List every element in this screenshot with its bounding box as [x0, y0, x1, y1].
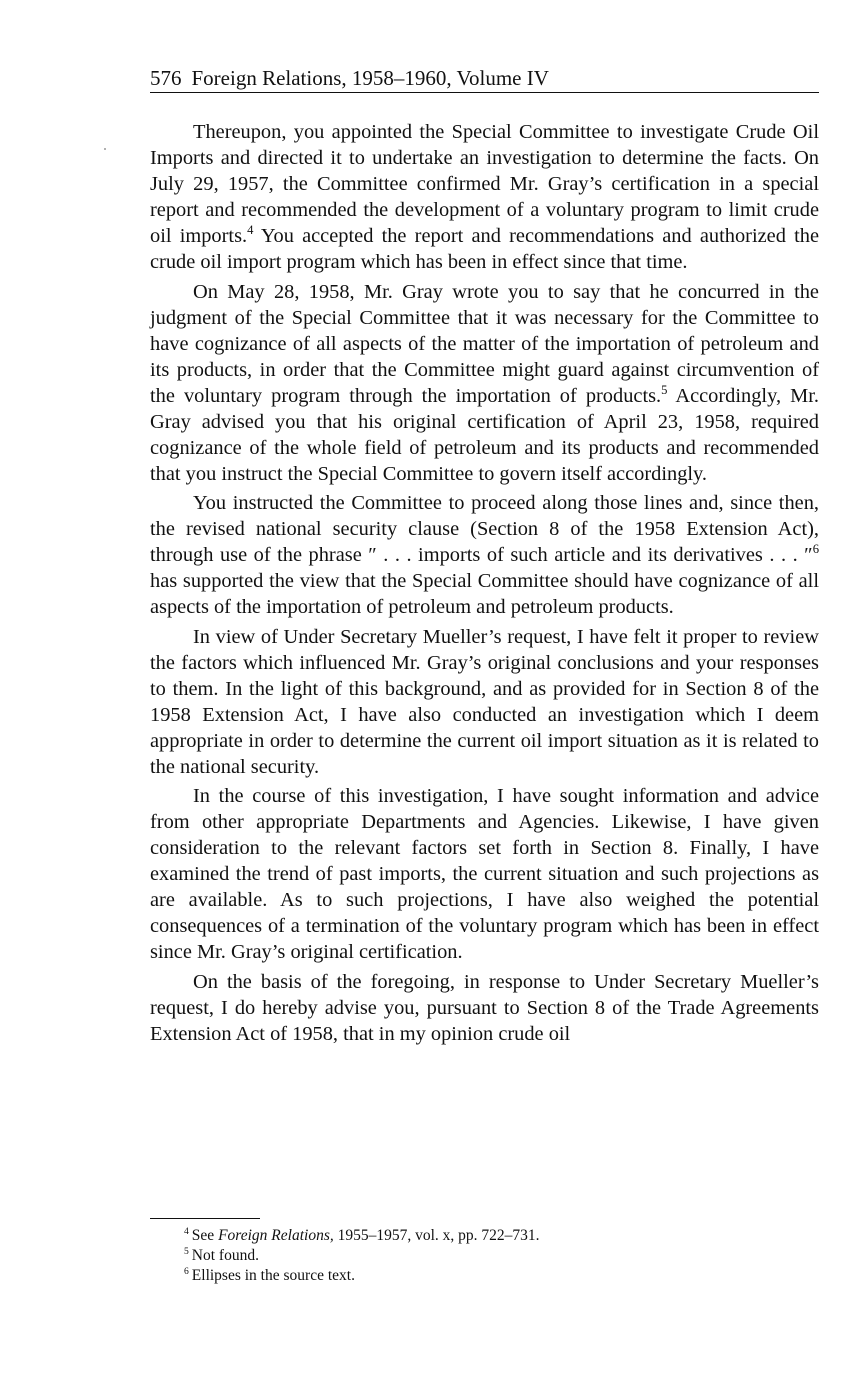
- footnote-ref-5[interactable]: 5: [661, 382, 668, 397]
- paragraph-6: On the basis of the foregoing, in response to Under Secretary Mueller’s request, I do hereby advise you, pursuant to Section 8 of the Trade Agreements Extension Act of 1958, that in my opinion crude oil: [150, 970, 819, 1045]
- footnote-divider: [150, 1218, 260, 1219]
- footnote-4: $^4$ See Foreign Relations, 1955–1957, vol. x, pp. 722–731.: [184, 1225, 540, 1244]
- footnote-6: $^6$ Ellipses in the source text.: [184, 1265, 355, 1284]
- paragraph-2: On May 28, 1958, Mr. Gray wrote you to say that he concurred in the judgment of the Special Committee that it was necessary for the Committee to have cognizance of all aspects of the matter of the importation of petroleum and its products, in order that the Committee might guard against circumvention of the voluntary program through the importation of products.$^5$ Accordingly, Mr. Gray advised you that his original certification of April 23, 1958, required cognizance of the whole field of petroleum and its products and recommended that you instruct the Special Committee to govern itself accordingly.: [150, 280, 819, 485]
- paragraph-1: Thereupon, you appointed the Special Committee to investigate Crude Oil Imports and directed it to undertake an investigation to determine the facts. On July 29, 1957, the Committee confirmed Mr. Gray’s certification in a special report and recommended the development of a voluntary program to limit crude oil imports.$^4$ You accepted the report and recommendations and authorized the crude oil import program which has been in effect since that time.: [150, 121, 819, 273]
- publication-title: Foreign Relations,: [218, 1227, 334, 1244]
- body-text: [150, 119, 819, 1050]
- paragraph-4: In view of Under Secretary Mueller’s request, I have felt it proper to review the factors which influenced Mr. Gray’s original conclusions and your responses to them. In the light of this background, and as provided for in Section 8 of the 1958 Extension Act, I have also conducted an investigation which I deem appropriate in order to determine the current oil import situation as it is related to the national security.: [150, 625, 819, 778]
- footnote-marker: 5: [184, 1245, 189, 1257]
- footnote-marker: 4: [184, 1225, 189, 1237]
- scan-speck: [104, 148, 106, 150]
- footnote-marker: 6: [184, 1265, 189, 1277]
- footnotes: [150, 1226, 819, 1286]
- footnote-ref-6[interactable]: 6: [812, 542, 819, 557]
- paragraph-3: You instructed the Committee to proceed along those lines and, since then, the revised national security clause (Section 8 of the 1958 Extension Act), through use of the phrase ″ . . . imports of such article and its derivatives . . . ″$^6$ has supported the view that the Special Committee should have cognizance of all aspects of the importation of petroleum and petroleum products.: [150, 492, 819, 618]
- paragraph-5: In the course of this investigation, I have sought information and advice from other appropriate Departments and Agencies. Likewise, I have given consideration to the relevant factors set forth in Section 8. Finally, I have examined the trend of past imports, the current situation and such projections as are available. As to such projections, I have also weighed the potential consequences of a termination of the voluntary program which has been in effect since Mr. Gray’s original certification.: [150, 785, 819, 963]
- running-header: [150, 66, 819, 93]
- footnote-ref-4[interactable]: 4: [247, 223, 254, 238]
- footnote-5: $^5$ Not found.: [184, 1245, 259, 1264]
- running-title: Foreign Relations, 1958–1960, Volume IV: [191, 66, 549, 90]
- page-number: 576: [150, 66, 182, 90]
